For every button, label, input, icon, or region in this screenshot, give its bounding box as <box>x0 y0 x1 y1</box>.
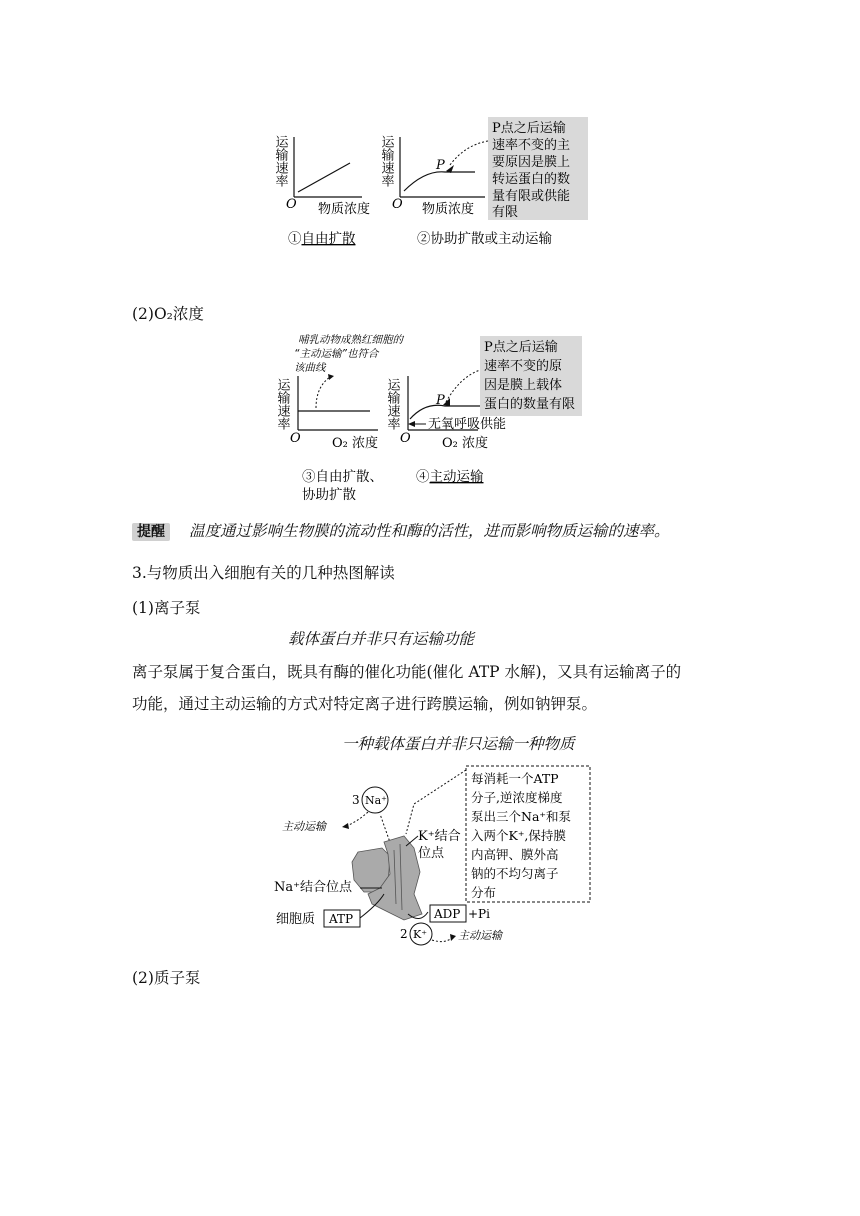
note-text: P点之后运输 速率不变的主 要原因是膜上 转运蛋白的数 量有限或供能 有限 <box>492 121 571 220</box>
reminder-row <box>132 520 669 543</box>
linear-curve <box>298 163 350 192</box>
x-axis-label-2: 物质浓度 <box>422 202 475 217</box>
na-coefficient: 3 <box>352 793 360 807</box>
caption-1: ①自由扩散 <box>288 231 356 247</box>
reminder-tag: 提醒 <box>132 523 170 541</box>
x-axis-label: 物质浓度 <box>318 202 371 217</box>
k-binding-site-label: K⁺结合 位点 <box>418 829 461 861</box>
origin-label-4: O <box>400 431 411 446</box>
paragraph-line-1: 离子泵属于复合蛋白，既具有酶的催化功能(催化 ATP 水解)，又具有运输离子的 <box>132 663 682 681</box>
caption-4: ④主动运输 <box>416 469 484 485</box>
k-ion-label: K⁺ <box>413 928 428 941</box>
reminder-text: 温度通过影响生物膜的流动性和酶的活性，进而影响物质运输的速率。 <box>188 522 670 540</box>
paragraph-line-2: 功能，通过主动运输的方式对特定离子进行跨膜运输，例如钠钾泵。 <box>132 695 598 713</box>
figure-transport-rate-vs-concentration <box>270 115 610 255</box>
atp-label: ATP <box>329 912 354 926</box>
y-axis-label-4: 运输速率 <box>384 378 400 430</box>
note-text-2: P点之后运输 速率不变的原 因是膜上载体 蛋白的数量有限 <box>484 340 576 412</box>
y-axis-label-2: 运输速率 <box>378 135 394 187</box>
k-coefficient: 2 <box>400 927 408 941</box>
handwritten-heading-1: 载体蛋白并非只有运输功能 <box>288 630 475 648</box>
section-proton-pump: (2)质子泵 <box>132 969 201 987</box>
adp-label: ADP <box>434 907 461 921</box>
caption-2: ②协助扩散或主动运输 <box>417 231 552 247</box>
na-binding-site-label: Na⁺结合位点 <box>274 880 352 895</box>
saturation-curve <box>404 172 475 191</box>
active-transport-label-1: 主动运输 <box>282 820 326 833</box>
origin-label-3: O <box>290 431 301 446</box>
na-ion-label: Na⁺ <box>365 794 387 807</box>
cytoplasm-label: 细胞质 <box>276 912 316 927</box>
explanation-text: 每消耗一个ATP 分子,逆浓度梯度 泵出三个Na⁺和泵 入两个K⁺,保持膜 内高钾、膜外高 钠的不均匀离子 分布 <box>471 771 571 900</box>
origin-label: O <box>286 197 297 212</box>
section-ion-pump: (1)离子泵 <box>132 599 201 617</box>
pi-label: +Pi <box>468 907 490 921</box>
caption-3: ③自由扩散、 协助扩散 <box>302 469 383 503</box>
x-axis-label-3: O₂ 浓度 <box>332 436 379 451</box>
active-transport-label-2: 主动运输 <box>458 929 502 942</box>
point-p-label: P <box>436 158 445 173</box>
figure-transport-rate-vs-o2 <box>270 332 600 507</box>
y-axis-label: 运输速率 <box>272 135 288 187</box>
handwritten-heading-2: 一种载体蛋白并非只运输一种物质 <box>342 735 575 753</box>
x-axis-label-4: O₂ 浓度 <box>442 436 489 451</box>
handwritten-note: 哺乳动物成熟红细胞的 “主动运输”也符合 该曲线 <box>294 334 403 374</box>
point-p-label-2: P <box>436 393 445 408</box>
origin-label-2: O <box>392 197 403 212</box>
y-axis-label-3: 运输速率 <box>274 378 290 430</box>
anaerobic-label: 无氧呼吸供能 <box>428 417 507 432</box>
figure-sodium-potassium-pump <box>272 764 602 949</box>
section-o2-heading: (2)O₂浓度 <box>132 305 204 323</box>
section-3-heading: 3.与物质出入细胞有关的几种热图解读 <box>132 564 395 582</box>
